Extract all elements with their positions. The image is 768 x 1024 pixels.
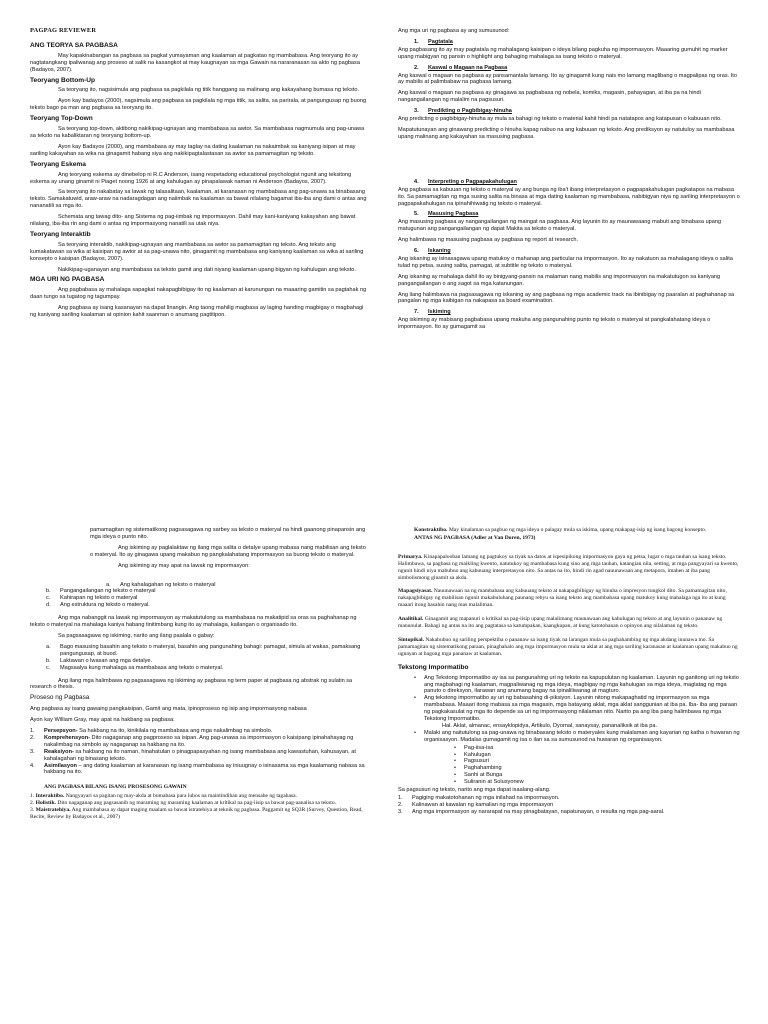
bottom-left-column — [30, 527, 368, 1007]
item-number: 4. — [30, 762, 35, 769]
antas-item — [398, 616, 740, 630]
item-title: Interpreting o Pagpapakahulugan — [428, 178, 517, 185]
item-text: Pagiging makatotohanan ng mga inilahad na impormasyon. — [412, 795, 560, 801]
heading-ang-teorya: ANG TEORYA SA PAGBASA — [30, 41, 118, 49]
item-letter: a. — [46, 643, 51, 650]
lawak-item — [46, 602, 368, 609]
list-item-1 — [414, 39, 740, 46]
item-text: Nauunawaan na ng mambabasa ang kabuuang teksto at nakapagbibigay ng hinuha o impresyon tungkol dito. Sa pamamagitan nito, nakapagbibigay ng mabilisan ngunit makabuluhang paunang rebyu sa isang teksto ang mambabasa upang matukoy kung mahalaga nga ito at kung maaari itong basahin nang mas malaliman. — [398, 588, 727, 609]
item-paragraph: Ang halimbawa ng masusing pagbasa ay pagbasa ng report at research. — [398, 237, 579, 244]
paragraph: Sa teoryang interaktib, nakikipag-ugnayan ang mambabasa sa awtor sa pamamagitan ng teksto. Ang teksto ang kumakatawan sa wika at kaisipan ng awtor at sa pag-unawa nito, ginagamit ng mambabasa ang kaniyang kaalaman sa wika at sariling konsepto o kaisipan (Badayos, 2007). — [30, 241, 364, 262]
item-text: Pangangailangan ng teksto o materyal — [60, 588, 156, 595]
item-body — [44, 763, 368, 777]
list-intro: Ang mga uri ng pagbasa ay ang sumusunod: — [398, 28, 510, 34]
paragraph: Nakikipag-uganayan ang mambabasa sa teksto gamit ang dati niyang kaalaman upang bigyan ng kahulugan ang teksto. — [58, 266, 356, 273]
list-item-4 — [414, 179, 740, 186]
heading-antas: ANTAS NG PAGBASA (Adler at Van Doren, 1973) — [414, 534, 536, 541]
bullet-dot: • — [414, 729, 416, 736]
item-text: Laktawan o lwasan ang mga detalye. — [60, 657, 153, 664]
item-text: Kinapapalooban lamang ng pagtukoy sa tiyak na datos at ispesipikong impormasyon gaya ng petsa, lugar o mga tauhan sa isang teksto. Halimbawa, sa pagbasa ng maikling kwento, natutukoy ng mambabasa kung sino ang mga tauhan, katangian nila, setting, at mga pangyayari sa kwento, ngunit hindi niya mabubuo ang kabuuang interpretasyon nito. Sa antas na ito, hindi rin agad nauunawaan ang metapora, imahen at iba pang simbolismong ginamit sa akda. — [398, 553, 739, 581]
bullet-dot: • — [414, 695, 416, 702]
gabay-item — [46, 644, 368, 658]
item-text: Kahulugan — [464, 751, 491, 758]
gawain-item — [30, 807, 368, 821]
paragraph: Sa pagsusuri ng teksto, narito ang mga dapat isaalang-alang. — [398, 787, 551, 794]
item-paragraph: Ang ilang halimbawa na pagsasagawa ng iskaning ay ang pagbasa ng mga academic track na ibinibigay ng paaralan at paghahanap sa pangalan ng mga kaibigan na nakapasa sa board examination. — [398, 291, 735, 305]
item-title: Mapagsiyasat. — [398, 588, 433, 595]
antas-item — [398, 588, 740, 609]
item-paragraph: Ang kaswal o magaan na pagbasa ay pansamantala lamang. Ito ay ginagamit kung nais mo lamang maglibang o magpalipas ng oras. Ito ay mabilis at palimbabaw na pagbasa lamang. — [398, 72, 737, 86]
paragraph: Ang ilang mga halimbawa ng pagsasagawa ng iskiming ay pagbasa ng term paper at pagbasa ng abstrak ng sulatin sa research o thesis. — [30, 677, 353, 691]
item-title: Predikting o Pagbibigay-hinuha — [428, 108, 512, 115]
impormatibo-bullets — [398, 675, 740, 787]
hakbang-item — [30, 728, 368, 735]
item-title: Sintopikal. — [398, 636, 424, 643]
sublist-item — [454, 745, 740, 752]
item-text: Suliranin at Solusyonew — [464, 779, 524, 786]
hakbang-item — [30, 735, 368, 749]
item-number: 2. — [30, 800, 36, 807]
item-text: Ang kahalagahan ng teksto o materyal — [120, 581, 216, 588]
item-text: Dito nagaganap ang pagproseso sa isipan. Ang pag-unawa sa impormasyon o kaisipang ipinahahayag ng nakalimbag na simbolo ay nagaganap sa hakbang na ito. — [44, 734, 354, 748]
list-item-6 — [414, 248, 740, 255]
item-text: Pagsusuri — [464, 758, 489, 765]
paragraph: Ang iskiming ay may apat na lawak ng impormasyon: — [118, 562, 250, 569]
paragraph: Ayon kay William Gray, may apat na hakbang sa pagbasa: — [30, 717, 175, 724]
item-text: Sa hakbang na ito, kinikilala ng mambabasa ang mga nakalimbag na simbolo. — [77, 728, 273, 735]
gawain-item — [30, 793, 368, 800]
item-paragraph: Ang pagbasa sa kabuuan ng teksto o materyal ay ang bunga ng iba't ibang interpretasyon o pagpapakahulugan pagkatapos na mabasa ito. Sa pamamagitan ng mga susing salita na binasa at mga dating kaalaman ng mambabasa, nabibigyan niya ng sariling interpretasyon o pagpapakahulugan na ipinahihiwatig ng teksto o materyal. — [398, 186, 740, 207]
paragraph: Sa teoryang top-down, aktibong nakikipag-ugnayan ang mambabasa sa awtor. Sa mambabasa nagmumula ang pag-unawa sa teksto na kabaliktaran ng teoryang bottom-up. — [30, 126, 365, 139]
item-paragraph: Ang iskaning ay mahalaga dahil ito ay binigyang-pansin na malaman nang mabilis ang impormasyon na makatutugon sa kaniyang pangangailangan o ang sagot sa mga katanungan. — [398, 273, 721, 287]
paragraph: Schemata ang tawag dito- ang Sistema ng pag-iimbak ng impormasyon. Dahil may kani-kaniyang kakayahan ang bawat nilalang, iba-iba rin ang dami o antas ng impormasyong nanatili sa utak niya. — [30, 214, 356, 228]
hakbang-item — [30, 763, 368, 777]
sublist-item — [454, 752, 740, 759]
item-number: 1. — [30, 728, 35, 735]
item-title: Masusing Pagbasa — [428, 211, 479, 218]
item-number: 4. — [414, 178, 419, 185]
doc-title: PAGPAG REVIEWER — [30, 28, 97, 34]
hakbang-item — [30, 749, 368, 763]
item-body — [44, 735, 368, 749]
item-text: Nangyayari sa pagitan ng may-akda at bumabasa para lubos na maintindihan ang mensahe ng tagabasa. — [64, 793, 298, 800]
item-number: 3. — [414, 108, 419, 115]
item-title: Kaswal o Magaan na Pagbasa — [428, 64, 508, 71]
item-number: 7. — [414, 309, 419, 316]
konstraktibo-title: Konstraktibo. — [414, 527, 448, 533]
item-letter: c. — [46, 595, 51, 602]
item-number: 3. — [30, 748, 35, 755]
item-body — [44, 749, 368, 763]
paragraph: Ayon kay Badayos (2000), ang mambabasa ay may taglay na dating kaalaman na nakaimbak sa kaniyang isipan at may sariling kakayahan sa wika na ginagamit habang siya ang nakikipagtalastasan sa awtor sa pamamagitan ng teksto. — [30, 143, 356, 157]
final-item — [398, 795, 740, 802]
gabay-item — [46, 665, 368, 672]
item-text: Bago masusing basahin ang teksto o materyal, basahin ang pangunahing bahagi: pamagat, simula at wakas, pamaksang pangungusap, at buod. — [60, 643, 361, 657]
item-number: 3. — [398, 808, 403, 815]
item-title: Reaksiyon- — [44, 748, 74, 755]
bottom-right-column — [398, 527, 740, 1007]
item-number: 5. — [414, 211, 419, 218]
paragraph: Ang pagbasa ay isang kasanayan na dapat linangin. Ang taong mahilig magbasa ay laging handing magbigay o magbahagi ng kaniyang sariling kaalaman at opinion kahit saanman o anumang pagtitipon. — [30, 305, 364, 319]
item-number: 6. — [414, 248, 419, 255]
item-title: Pagtatala — [428, 38, 453, 45]
paragraph: Ang teoryang eskema ay dinebelop ni R.C Anderson, isang respetadong educational psychologist ngunit ang teksitong eskema ay unang ginamit ni Piaget noong 1926 at ang kahulugan ay pinapalawak naman ni Anderson (Badayos, 2007). — [30, 171, 352, 185]
bullet-dot: • — [454, 772, 456, 779]
paragraph: Ang pagbasa ay isang gawaing pangkaisipan, Gamit ang mata, ipinoproseso ng isip ang impormasyong nabasa — [30, 706, 307, 713]
heading-top-down: Teoryang Top-Down — [30, 115, 93, 123]
bullet-item — [414, 675, 740, 696]
paragraph: May kapakinabangan sa pagbasa sa pagkat yumayaman ang kaalaman at pagkatao ng mambabasa. Ang teoryang ito ay nagtatangkang ipaliwanag ang proseso at salik na kasangkot at may kaugnayan sa mga Gawain na nararanasan sa akto ng pagbasa (Badayos, 2007). — [30, 52, 360, 73]
antas-item — [398, 554, 740, 582]
list-item-7 — [414, 309, 740, 316]
gabay-item — [46, 658, 368, 665]
item-number: 1. — [30, 793, 36, 800]
item-letter: d. — [46, 602, 51, 609]
sublist-item — [454, 765, 740, 772]
heading-tekstong-impormatibo: Tekstong Impormatibo — [398, 663, 469, 671]
sublist-item — [454, 779, 740, 786]
item-title: Persepsyon- — [44, 728, 78, 735]
antas-list — [398, 554, 740, 658]
gawain-list — [30, 793, 368, 821]
item-text: Paghahambing — [464, 765, 502, 772]
heading-eskema: Teoryang Eskema — [30, 160, 86, 168]
item-title: Analitikal. — [398, 616, 424, 623]
bullet-dot: • — [454, 744, 456, 751]
heading-prosesong-gawain: ANG PAGBASA BILANG ISANG PROSESONG GAWAIN — [44, 784, 187, 791]
item-number: 2. — [414, 64, 419, 71]
gabay-list — [46, 644, 368, 672]
top-right-column — [398, 28, 740, 500]
bullet-dot: • — [414, 674, 416, 681]
heading-mga-uri: MGA URI NG PAGBASA — [30, 276, 105, 284]
item-text: sa hakbang na ito naman, hinahatulan o pinagpapasyahan ng isang mambabasa ang kawastuhan, kahusayan, at kahalagahan ng binasang teksto. — [44, 748, 356, 762]
item-number: 3. — [30, 807, 36, 814]
organisasyon-sublist — [454, 745, 740, 786]
item-text: Ang Tekstong Impormatibo ay isa sa pangunahing uri ng teksto na kapupulutan ng kaalaman. Layunin ng ganitong uri ng teksto ang magbahagi ng kaalaman, magpaliwanag ng mga ideya, magbigay ng mga kahulugan sa mga ideya, maglatag ng mga panuto o direksyon, ilarawan ang anumang bagay na ipinaliliwanag at magturo. — [424, 674, 739, 695]
item-text: Ginagamit ang mapanuri o kritikal na pag-iisip upang malalimang maunawaan ang kahulugan ng teksto at ang layunin o pananaw ng manunulat. Bahagi ng antas na ito ang pagtatasa sa katumpakan, kaangkupan, at kung katotohanan o opinyon ang nilalaman ng teksto. — [398, 616, 723, 630]
lawak-item — [46, 595, 368, 602]
item-title: Komprehensyon- — [44, 734, 90, 741]
antas-item — [398, 637, 740, 658]
item-title: Holistik. — [35, 800, 56, 807]
item-text: Ang mambabasa ay dapat maging maalam sa bawat istratehiya at teknik ng pagbasa. Paggamit ng SQ3R (Survey, Question, Read, Recite, Review by Badayos et al., 2007) — [30, 807, 363, 820]
bullet-dot: • — [454, 765, 456, 772]
hakbang-list — [30, 728, 368, 776]
item-text: Nakabubuo ng sariling perspektiba o pananaw sa isang tiyak na larangan mula sa paghahambing ng mga akdang inunawa mo. Sa pamamagitan ng sistematikong paraan, pinaghahalo ang mga impormasyon mula sa aklat at ang mga sariling karanasan at kaalaman upang makabuo ng ugnayan at bagong mga pananaw at kaalaman. — [398, 636, 738, 657]
sublist-item — [454, 758, 740, 765]
bullet-item — [414, 695, 740, 723]
item-title: Primarya. — [398, 553, 423, 560]
item-text: Ang mga impormasyon ay nararapat na may pinagbatayan, napatunayan, o resulta ng mga pag-aaral. — [412, 808, 665, 815]
paragraph: Sa pagsasagawa ng iskiming, narito ang ilang paalala o gabay: — [58, 632, 215, 639]
item-text: Magsaalya kung mahalaga sa mambabasa ang teksto o materyal. — [60, 664, 224, 671]
item-letter: b. — [46, 588, 51, 595]
item-paragraph: Ang predicting o pagbibigay-hinuha ay mula sa bahagi ng teksto o material kahit hindi pa natatapos ang katapusan o kabuuan nito. — [398, 116, 722, 123]
final-item — [398, 802, 740, 809]
uri-ng-pagbasa-list — [398, 39, 740, 331]
konstraktibo-text: May kinalaman sa pagbuo ng mga ideya o palagay mula sa iskima, upang makapag-isip ng isang bagong konsepto. — [447, 527, 707, 533]
item-number: 1. — [398, 795, 403, 801]
heading-proseso: Proseso ng Pagbasa — [30, 694, 90, 702]
item-text: Ang tekstong impormatibo ay uri ng babasahing di-piksiyon. Layunin nitong makapaghatid ng impormasyon sa mga mambabasa. Maaari itong mabasa sa mga magasin, mga batayang aklat, mga aklat sanggunian at iba pa. Iba- iba ang paraan ng pagkakasulat ng mga ito depende sa uri ng impormasyong nilalaman nito. Narito pa ang iba pang halimbawa ng mga Tekstong Impormatibo. — [424, 695, 738, 723]
item-text: – ang dating kaalaman at karanasan ng isang mambabasa ay iniuugnay o isinasama sa mga kaalamang nabasa sa hakbang na ito. — [44, 762, 365, 776]
paragraph: pamamagitan ng sistematikong pagsasagawa ng sarbey sa teksto o materyal na hindi gaanong pinapansin ang mga ideya o punto nito. — [90, 527, 366, 540]
item-text: Kahirapan ng teksto o materyal — [60, 595, 138, 602]
item-letter: a. — [106, 581, 111, 588]
item-title: Iskaning — [428, 248, 451, 255]
item-text: Pag-iisa-isa — [464, 744, 494, 751]
bullet-dot: • — [454, 751, 456, 758]
paragraph: Ang iskiming ay paglalaktaw ng ilang mga salita o detalye upang mabasa nang mabilisan ang teksto o materyal. Ito ay ginagawa upang makabuo ng pangkalahatang impormasyon sa buong teksto o materyal. — [90, 544, 366, 558]
item-text: Ang estruktura ng teksto o materyal. — [60, 602, 150, 609]
halimbawa: Hal. Aklat, almanac, ensayklopidya, Artikulo, Dyornal, sanaysay, pananaliksik at iba pa. — [442, 722, 658, 729]
list-item-3 — [414, 108, 740, 115]
item-letter: b. — [46, 657, 51, 664]
konstraktibo — [414, 527, 740, 534]
item-paragraph: Ang pagbasang ito ay may pagtatala ng mahalagang kaisipan o ideya bilang pagkuha ng impormasyon. Maaaring gumuhit ng marker upang mabigyan ng pansin o highlight ang bahaging mahalaga sa isang teksto o materyal. — [398, 46, 728, 60]
paragraph: Sa teoryang ito, nagsisimula ang pagbasa sa pagkilala ng titik hanggang sa malinang ang kakayahang bumasa ng teksto. — [58, 87, 360, 94]
item-body — [44, 728, 272, 735]
item-number: 2. — [30, 734, 35, 741]
item-title: Interaktibo. — [35, 793, 65, 800]
item-paragraph: Ang iskaning ay isinasagawa upang matukoy o mahanap ang particular na impormasyon. Ito ay nakatuon sa mahalagang ideya o salita tulad ng petsa, susing salita, pamagat, at subtitle ng teksto o materyal. — [398, 255, 733, 269]
item-text: Kalinawan at kawalan ng kamalian ng mga impormasyon — [412, 801, 554, 808]
bullet-item — [414, 730, 740, 744]
list-item-5 — [414, 211, 740, 218]
item-paragraph: Ang iskiming ay mabisang pagbabasa upang makuha ang pangunahing punto ng teksto o materyal at pangkalahatang ideya o impormasyon. Ito ay gumagamit sa — [398, 317, 711, 331]
final-item — [398, 809, 740, 816]
item-paragraph: Ang kaswal o magaan na pagbasa ay ginagawa sa pagbabasa ng nobela, komiks, magasin, pahayagan, at iba pa na hindi nangangailangan ng malalim na pagsusuri. — [398, 90, 701, 104]
dapat-isaalang-alang-list — [398, 795, 740, 816]
lawak-item — [106, 582, 368, 589]
item-title: Asimilasyon — [44, 762, 77, 769]
item-number: 1. — [414, 38, 419, 45]
list-item-2 — [414, 65, 740, 72]
bullet-dot: • — [454, 779, 456, 786]
item-paragraph: Mapatutunayan ang ginawang predicting o hinuha kapag nabuo na ang kabuuan ng teksto. Ang prediksyon ay natutuloy sa mambabasa upang malinang ang kakayahan sa masusing pagbasa. — [398, 126, 735, 140]
item-paragraph: Ang masusing pagbasa ay nangangailangan ng maingat na pagbasa. Ang layunin ito ay maunawaang mabuti ang binabasa upang matugunan ang pangangailangan ng dapat Makita sa teksto o materyal. — [398, 219, 722, 233]
item-text: Malaki ang naitutulong sa pag-unawa ng binabasang teksto o materyales kung malalaman ang kayarian ng katha o huwaran ng organisasyon. Madalas gumagamit ng isa o ilan sa sa sumusunod na huwaran ng organisasyon. — [424, 729, 740, 743]
item-text: Sanhi at Bunga — [464, 772, 503, 779]
item-text: Dito nagaganap ang pagsasanib ng maraming ng maraming kaalaman at kritikal na pag-iisip sa bawat pag-aanalisa sa teksto. — [55, 800, 337, 807]
paragraph: Ang pagbabasa ay mahalaga sapagkat nakapagbibigay ito ng kaalaman at karunungan na maaaring gamitin sa pagtahak ng daan tungo sa tugatog ng tagumpay. — [30, 287, 367, 301]
item-letter: c. — [46, 664, 51, 671]
paragraph: Ayon kay badayos (2000), nagsimula ang pagbasa sa pagkilala ng mga titik, sa salita, sa parirala, at pangungusap ng buong teksto bago pa man ang pagbasa sa teoryang ito. — [30, 98, 367, 112]
paragraph: Sa teoryang ito nakabatay sa lawak ng talasalitaan, kaalaman, at karanasan ng mambabasa ang pag-unawa sa binabasang teksto. Samakatuwid, araw-araw na nadaragdagan ang naiimbak na kaalaman sa bawat nilalang bagamat iba-iba ang dami o antas ang nananatili sa mga ito. — [30, 189, 367, 210]
heading-interaktib: Teoryang Interaktib — [30, 230, 91, 238]
lawak-list — [46, 582, 368, 610]
bullet-dot: • — [454, 758, 456, 765]
sublist-item — [454, 772, 740, 779]
item-title: Iskiming — [428, 309, 451, 316]
paragraph: Ang mga nabanggit na lawak ng impormasyon ay makatutulong sa mambabasa na makatipid sa oras sa paghahanap ng teksto o materyal na mahalaga kaniya habang tinitimbang kung ito ay mahalaga, kailangan o organisado ito. — [30, 615, 357, 629]
item-title: Maistratehiya. — [35, 807, 71, 814]
top-left-column — [30, 28, 368, 500]
heading-bottom-up: Teoryang Bottom-Up — [30, 76, 96, 84]
item-number: 2. — [398, 801, 403, 808]
lawak-item — [46, 588, 368, 595]
